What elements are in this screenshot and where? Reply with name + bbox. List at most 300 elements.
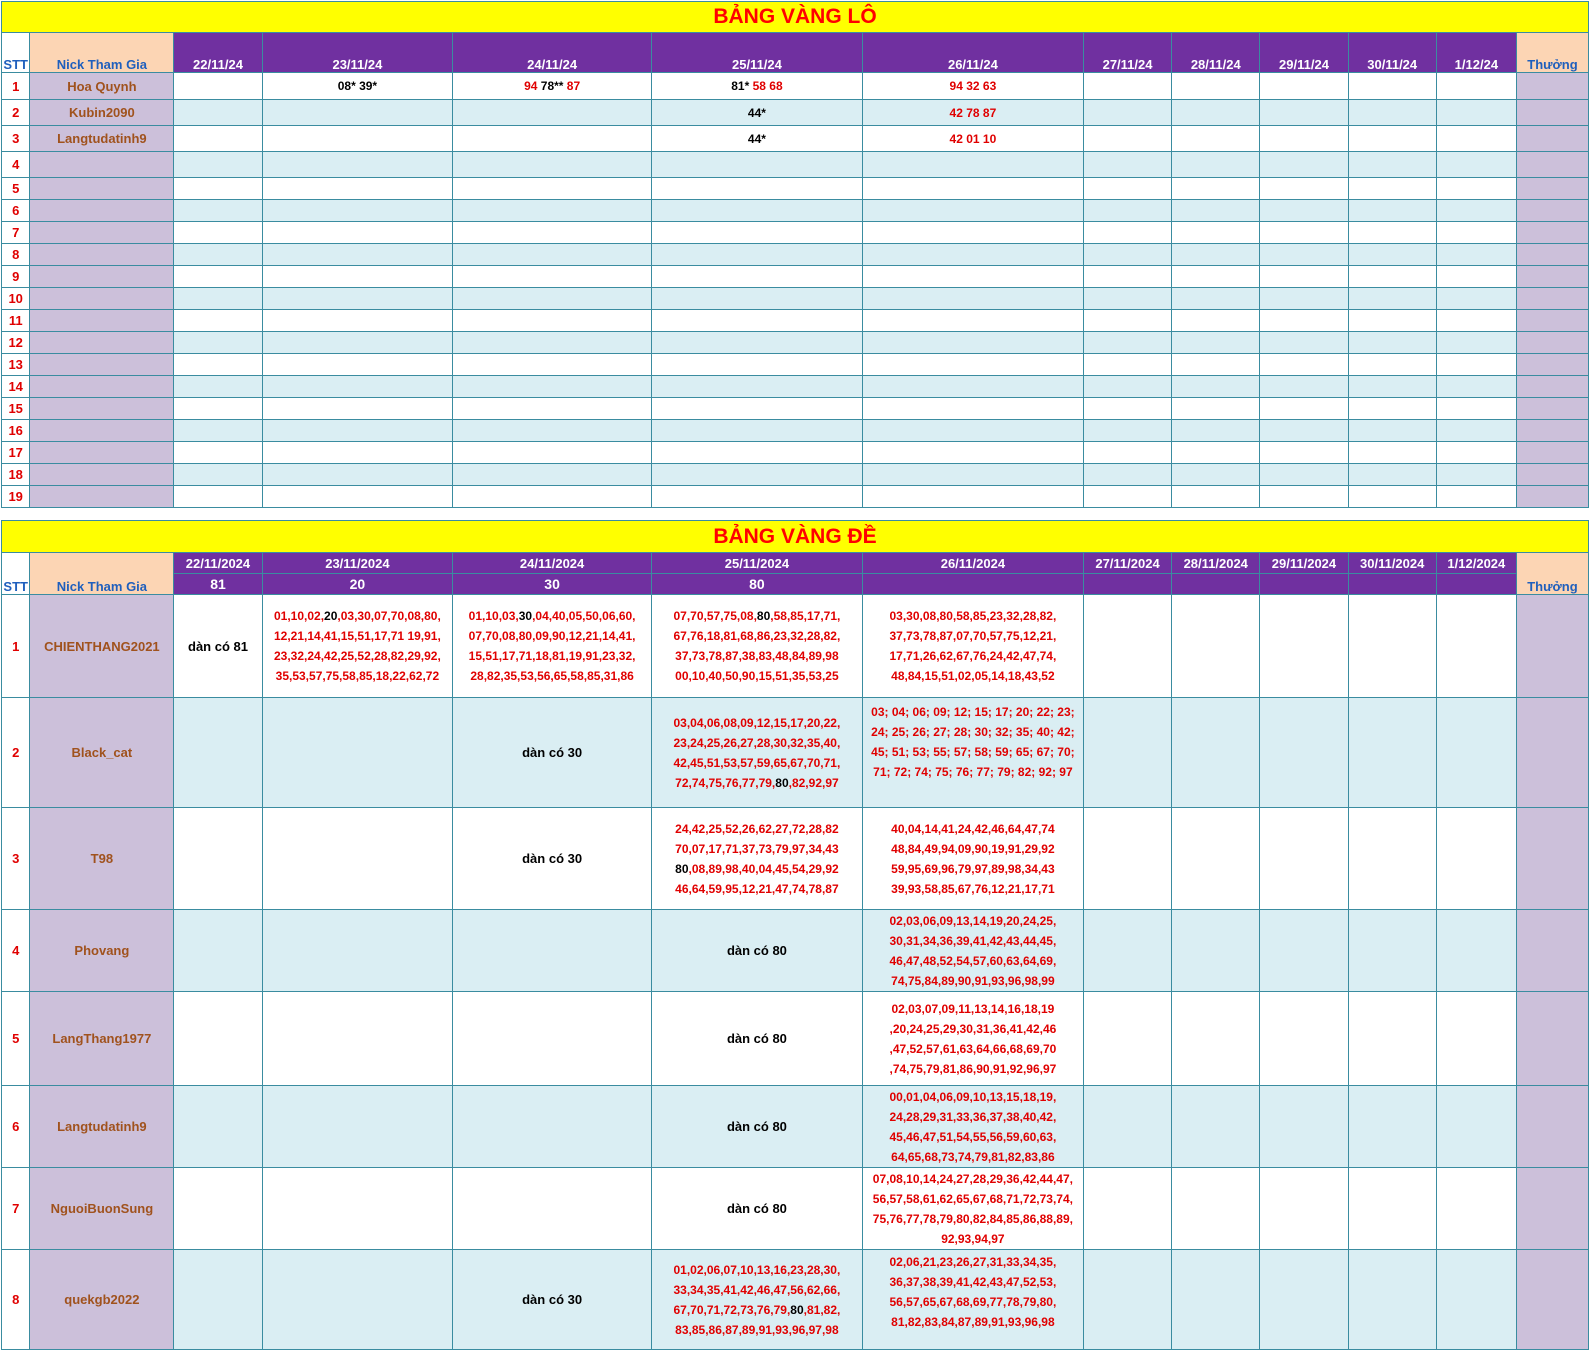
cell[interactable] — [1436, 1168, 1516, 1250]
cell[interactable] — [1083, 910, 1171, 992]
cell[interactable] — [651, 288, 862, 310]
cell[interactable] — [1083, 178, 1171, 200]
cell[interactable] — [1436, 910, 1516, 992]
cell[interactable] — [1348, 1168, 1436, 1250]
cell[interactable] — [453, 420, 652, 442]
nick-cell[interactable]: Kubin2090 — [30, 100, 174, 126]
cell[interactable] — [1348, 595, 1436, 698]
cell[interactable] — [1172, 1168, 1260, 1250]
cell[interactable] — [174, 376, 262, 398]
cell[interactable] — [174, 100, 262, 126]
cell[interactable] — [1436, 200, 1516, 222]
cell[interactable] — [1260, 73, 1348, 100]
nick-cell[interactable]: CHIENTHANG2021 — [30, 595, 174, 698]
cell[interactable] — [1436, 486, 1516, 508]
cell[interactable] — [1172, 73, 1260, 100]
cell[interactable] — [862, 222, 1083, 244]
cell[interactable] — [453, 178, 652, 200]
cell[interactable] — [1348, 178, 1436, 200]
cell[interactable] — [651, 310, 862, 332]
cell[interactable] — [1083, 288, 1171, 310]
cell[interactable] — [453, 354, 652, 376]
cell[interactable] — [1436, 332, 1516, 354]
cell[interactable] — [453, 595, 652, 698]
cell[interactable] — [1348, 442, 1436, 464]
cell[interactable] — [1436, 310, 1516, 332]
cell[interactable] — [174, 288, 262, 310]
cell[interactable] — [651, 244, 862, 266]
cell[interactable] — [174, 1086, 262, 1168]
cell[interactable] — [1083, 992, 1171, 1086]
cell[interactable] — [651, 808, 862, 910]
cell[interactable] — [1348, 808, 1436, 910]
cell[interactable] — [453, 910, 652, 992]
cell[interactable] — [862, 398, 1083, 420]
cell[interactable] — [651, 376, 862, 398]
thuong-cell[interactable] — [1516, 1086, 1588, 1168]
cell[interactable] — [1348, 332, 1436, 354]
cell[interactable] — [862, 376, 1083, 398]
cell[interactable] — [1348, 420, 1436, 442]
cell[interactable] — [174, 152, 262, 178]
cell[interactable] — [1083, 420, 1171, 442]
cell[interactable] — [174, 808, 262, 910]
cell[interactable] — [651, 152, 862, 178]
cell[interactable] — [1348, 266, 1436, 288]
thuong-cell[interactable] — [1516, 595, 1588, 698]
cell[interactable] — [651, 464, 862, 486]
cell[interactable] — [174, 486, 262, 508]
cell[interactable] — [862, 464, 1083, 486]
cell[interactable] — [262, 100, 453, 126]
cell[interactable] — [862, 354, 1083, 376]
cell[interactable] — [453, 464, 652, 486]
cell[interactable] — [1260, 398, 1348, 420]
nick-cell[interactable] — [30, 486, 174, 508]
thuong-cell[interactable] — [1516, 420, 1588, 442]
cell[interactable] — [1172, 244, 1260, 266]
cell[interactable] — [262, 152, 453, 178]
cell[interactable] — [862, 100, 1083, 126]
cell[interactable] — [1083, 398, 1171, 420]
cell[interactable] — [1436, 178, 1516, 200]
cell[interactable] — [1083, 100, 1171, 126]
cell[interactable] — [262, 310, 453, 332]
cell[interactable] — [1260, 288, 1348, 310]
cell[interactable] — [453, 200, 652, 222]
cell[interactable] — [651, 420, 862, 442]
cell[interactable] — [262, 1086, 453, 1168]
cell[interactable] — [1083, 266, 1171, 288]
cell[interactable] — [1348, 1250, 1436, 1350]
cell[interactable] — [862, 910, 1083, 992]
cell[interactable] — [651, 1250, 862, 1350]
nick-cell[interactable] — [30, 332, 174, 354]
cell[interactable] — [174, 398, 262, 420]
cell[interactable] — [651, 222, 862, 244]
cell[interactable] — [1436, 266, 1516, 288]
nick-cell[interactable]: Phovang — [30, 910, 174, 992]
cell[interactable] — [262, 244, 453, 266]
cell[interactable] — [862, 992, 1083, 1086]
nick-cell[interactable] — [30, 354, 174, 376]
cell[interactable] — [174, 310, 262, 332]
cell[interactable] — [1172, 126, 1260, 152]
cell[interactable] — [1083, 376, 1171, 398]
cell[interactable] — [862, 244, 1083, 266]
cell[interactable] — [262, 595, 453, 698]
thuong-cell[interactable] — [1516, 354, 1588, 376]
cell[interactable] — [651, 442, 862, 464]
cell[interactable] — [453, 288, 652, 310]
cell[interactable] — [174, 1168, 262, 1250]
thuong-cell[interactable] — [1516, 808, 1588, 910]
cell[interactable] — [1172, 1250, 1260, 1350]
cell[interactable] — [1260, 486, 1348, 508]
cell[interactable] — [1083, 354, 1171, 376]
cell[interactable] — [1348, 354, 1436, 376]
cell[interactable] — [453, 266, 652, 288]
cell[interactable] — [862, 200, 1083, 222]
cell[interactable] — [1260, 222, 1348, 244]
cell[interactable] — [1436, 698, 1516, 808]
cell[interactable] — [1436, 442, 1516, 464]
cell[interactable] — [1083, 332, 1171, 354]
nick-cell[interactable]: Langtudatinh9 — [30, 1086, 174, 1168]
cell[interactable] — [1348, 698, 1436, 808]
cell[interactable] — [453, 126, 652, 152]
cell[interactable] — [862, 126, 1083, 152]
thuong-cell[interactable] — [1516, 244, 1588, 266]
thuong-cell[interactable] — [1516, 310, 1588, 332]
cell[interactable] — [1348, 152, 1436, 178]
cell[interactable] — [1260, 126, 1348, 152]
cell[interactable] — [262, 398, 453, 420]
cell[interactable] — [453, 100, 652, 126]
cell[interactable] — [1436, 100, 1516, 126]
thuong-cell[interactable] — [1516, 73, 1588, 100]
cell[interactable] — [262, 178, 453, 200]
cell[interactable] — [651, 1086, 862, 1168]
cell[interactable] — [262, 354, 453, 376]
cell[interactable] — [862, 808, 1083, 910]
cell[interactable] — [862, 442, 1083, 464]
cell[interactable] — [1260, 152, 1348, 178]
cell[interactable] — [651, 910, 862, 992]
cell[interactable] — [1348, 464, 1436, 486]
cell[interactable] — [651, 595, 862, 698]
cell[interactable] — [453, 152, 652, 178]
cell[interactable] — [174, 442, 262, 464]
cell[interactable] — [1436, 354, 1516, 376]
cell[interactable] — [862, 595, 1083, 698]
cell[interactable] — [174, 178, 262, 200]
cell[interactable] — [1260, 244, 1348, 266]
cell[interactable] — [1172, 808, 1260, 910]
cell[interactable] — [1260, 910, 1348, 992]
thuong-cell[interactable] — [1516, 200, 1588, 222]
cell[interactable] — [1083, 73, 1171, 100]
cell[interactable] — [262, 442, 453, 464]
cell[interactable] — [1260, 808, 1348, 910]
cell[interactable] — [174, 222, 262, 244]
cell[interactable] — [262, 910, 453, 992]
cell[interactable] — [1260, 200, 1348, 222]
cell[interactable] — [1260, 354, 1348, 376]
cell[interactable] — [174, 200, 262, 222]
cell[interactable] — [1436, 808, 1516, 910]
cell[interactable] — [174, 595, 262, 698]
nick-cell[interactable] — [30, 222, 174, 244]
cell[interactable] — [262, 464, 453, 486]
cell[interactable] — [1172, 1086, 1260, 1168]
cell[interactable] — [262, 332, 453, 354]
thuong-cell[interactable] — [1516, 1168, 1588, 1250]
cell[interactable] — [453, 1168, 652, 1250]
cell[interactable] — [1172, 595, 1260, 698]
cell[interactable] — [1083, 464, 1171, 486]
cell[interactable] — [1436, 420, 1516, 442]
thuong-cell[interactable] — [1516, 486, 1588, 508]
cell[interactable] — [862, 178, 1083, 200]
cell[interactable] — [862, 288, 1083, 310]
cell[interactable] — [1260, 595, 1348, 698]
cell[interactable] — [1260, 420, 1348, 442]
cell[interactable] — [453, 376, 652, 398]
cell[interactable] — [262, 376, 453, 398]
cell[interactable] — [174, 332, 262, 354]
cell[interactable] — [862, 1086, 1083, 1168]
cell[interactable] — [651, 126, 862, 152]
cell[interactable] — [262, 200, 453, 222]
cell[interactable] — [1348, 376, 1436, 398]
cell[interactable] — [651, 698, 862, 808]
cell[interactable] — [1172, 376, 1260, 398]
cell[interactable] — [1172, 266, 1260, 288]
cell[interactable] — [174, 420, 262, 442]
thuong-cell[interactable] — [1516, 266, 1588, 288]
cell[interactable] — [1348, 73, 1436, 100]
nick-cell[interactable] — [30, 152, 174, 178]
thuong-cell[interactable] — [1516, 152, 1588, 178]
cell[interactable] — [862, 332, 1083, 354]
cell[interactable] — [1083, 126, 1171, 152]
cell[interactable] — [262, 808, 453, 910]
cell[interactable] — [174, 244, 262, 266]
cell[interactable] — [1172, 288, 1260, 310]
cell[interactable] — [174, 698, 262, 808]
cell[interactable] — [453, 310, 652, 332]
cell[interactable] — [1083, 442, 1171, 464]
cell[interactable] — [1172, 222, 1260, 244]
cell[interactable] — [262, 992, 453, 1086]
cell[interactable] — [1172, 152, 1260, 178]
thuong-cell[interactable] — [1516, 910, 1588, 992]
nick-cell[interactable]: Langtudatinh9 — [30, 126, 174, 152]
cell[interactable] — [862, 310, 1083, 332]
cell[interactable] — [1436, 398, 1516, 420]
cell[interactable] — [651, 200, 862, 222]
cell[interactable] — [262, 126, 453, 152]
cell[interactable] — [651, 1168, 862, 1250]
cell[interactable] — [1172, 992, 1260, 1086]
cell[interactable] — [1260, 332, 1348, 354]
cell[interactable] — [174, 1250, 262, 1350]
cell[interactable] — [453, 398, 652, 420]
thuong-cell[interactable] — [1516, 126, 1588, 152]
cell[interactable] — [1348, 288, 1436, 310]
cell[interactable] — [1436, 1250, 1516, 1350]
cell[interactable] — [1083, 595, 1171, 698]
cell[interactable] — [453, 808, 652, 910]
nick-cell[interactable] — [30, 244, 174, 266]
cell[interactable] — [1172, 200, 1260, 222]
nick-cell[interactable] — [30, 178, 174, 200]
nick-cell[interactable]: NguoiBuonSung — [30, 1168, 174, 1250]
cell[interactable] — [1172, 310, 1260, 332]
cell[interactable] — [453, 73, 652, 100]
cell[interactable] — [453, 244, 652, 266]
cell[interactable] — [262, 222, 453, 244]
cell[interactable] — [1436, 376, 1516, 398]
cell[interactable] — [1083, 1250, 1171, 1350]
cell[interactable] — [651, 332, 862, 354]
thuong-cell[interactable] — [1516, 398, 1588, 420]
cell[interactable] — [1172, 178, 1260, 200]
cell[interactable] — [1260, 178, 1348, 200]
cell[interactable] — [1348, 310, 1436, 332]
cell[interactable] — [651, 100, 862, 126]
cell[interactable] — [1083, 808, 1171, 910]
nick-cell[interactable]: Black_cat — [30, 698, 174, 808]
cell[interactable] — [862, 1250, 1083, 1350]
cell[interactable] — [1436, 992, 1516, 1086]
cell[interactable] — [1083, 222, 1171, 244]
thuong-cell[interactable] — [1516, 222, 1588, 244]
thuong-cell[interactable] — [1516, 178, 1588, 200]
cell[interactable] — [1260, 464, 1348, 486]
cell[interactable] — [1348, 244, 1436, 266]
cell[interactable] — [174, 464, 262, 486]
cell[interactable] — [1172, 442, 1260, 464]
cell[interactable] — [1348, 398, 1436, 420]
cell[interactable] — [453, 486, 652, 508]
cell[interactable] — [1348, 486, 1436, 508]
thuong-cell[interactable] — [1516, 100, 1588, 126]
cell[interactable] — [1083, 244, 1171, 266]
cell[interactable] — [1083, 1168, 1171, 1250]
cell[interactable] — [1083, 200, 1171, 222]
cell[interactable] — [262, 420, 453, 442]
cell[interactable] — [262, 73, 453, 100]
cell[interactable] — [1260, 698, 1348, 808]
thuong-cell[interactable] — [1516, 376, 1588, 398]
cell[interactable] — [1083, 1086, 1171, 1168]
cell[interactable] — [862, 1168, 1083, 1250]
nick-cell[interactable] — [30, 288, 174, 310]
cell[interactable] — [174, 266, 262, 288]
cell[interactable] — [174, 910, 262, 992]
cell[interactable] — [862, 152, 1083, 178]
cell[interactable] — [862, 73, 1083, 100]
cell[interactable] — [1436, 1086, 1516, 1168]
cell[interactable] — [862, 266, 1083, 288]
cell[interactable] — [1436, 244, 1516, 266]
cell[interactable] — [1260, 1086, 1348, 1168]
cell[interactable] — [1348, 1086, 1436, 1168]
thuong-cell[interactable] — [1516, 1250, 1588, 1350]
cell[interactable] — [262, 486, 453, 508]
cell[interactable] — [453, 992, 652, 1086]
cell[interactable] — [1172, 464, 1260, 486]
cell[interactable] — [453, 332, 652, 354]
cell[interactable] — [1260, 310, 1348, 332]
cell[interactable] — [174, 73, 262, 100]
cell[interactable] — [1172, 910, 1260, 992]
cell[interactable] — [651, 73, 862, 100]
cell[interactable] — [174, 992, 262, 1086]
cell[interactable] — [453, 698, 652, 808]
cell[interactable] — [1348, 222, 1436, 244]
cell[interactable] — [262, 1168, 453, 1250]
cell[interactable] — [1436, 464, 1516, 486]
cell[interactable] — [1260, 100, 1348, 126]
cell[interactable] — [862, 486, 1083, 508]
cell[interactable] — [651, 354, 862, 376]
cell[interactable] — [453, 442, 652, 464]
cell[interactable] — [453, 1250, 652, 1350]
cell[interactable] — [1436, 595, 1516, 698]
cell[interactable] — [262, 1250, 453, 1350]
cell[interactable] — [1348, 200, 1436, 222]
nick-cell[interactable] — [30, 266, 174, 288]
cell[interactable] — [1083, 310, 1171, 332]
cell[interactable] — [1348, 992, 1436, 1086]
cell[interactable] — [262, 266, 453, 288]
cell[interactable] — [1436, 288, 1516, 310]
cell[interactable] — [651, 992, 862, 1086]
cell[interactable] — [1260, 266, 1348, 288]
cell[interactable] — [453, 1086, 652, 1168]
cell[interactable] — [1348, 910, 1436, 992]
cell[interactable] — [174, 354, 262, 376]
cell[interactable] — [651, 266, 862, 288]
cell[interactable] — [1260, 1250, 1348, 1350]
cell[interactable] — [1172, 698, 1260, 808]
cell[interactable] — [1172, 332, 1260, 354]
nick-cell[interactable] — [30, 464, 174, 486]
nick-cell[interactable] — [30, 398, 174, 420]
cell[interactable] — [1172, 354, 1260, 376]
cell[interactable] — [1260, 442, 1348, 464]
nick-cell[interactable] — [30, 200, 174, 222]
cell[interactable] — [1436, 152, 1516, 178]
cell[interactable] — [1260, 1168, 1348, 1250]
cell[interactable] — [651, 486, 862, 508]
nick-cell[interactable] — [30, 442, 174, 464]
cell[interactable] — [262, 288, 453, 310]
thuong-cell[interactable] — [1516, 332, 1588, 354]
thuong-cell[interactable] — [1516, 992, 1588, 1086]
cell[interactable] — [1260, 376, 1348, 398]
cell[interactable] — [651, 398, 862, 420]
cell[interactable] — [1172, 398, 1260, 420]
cell[interactable] — [262, 698, 453, 808]
cell[interactable] — [1348, 126, 1436, 152]
nick-cell[interactable] — [30, 376, 174, 398]
cell[interactable] — [1172, 420, 1260, 442]
nick-cell[interactable]: LangThang1977 — [30, 992, 174, 1086]
